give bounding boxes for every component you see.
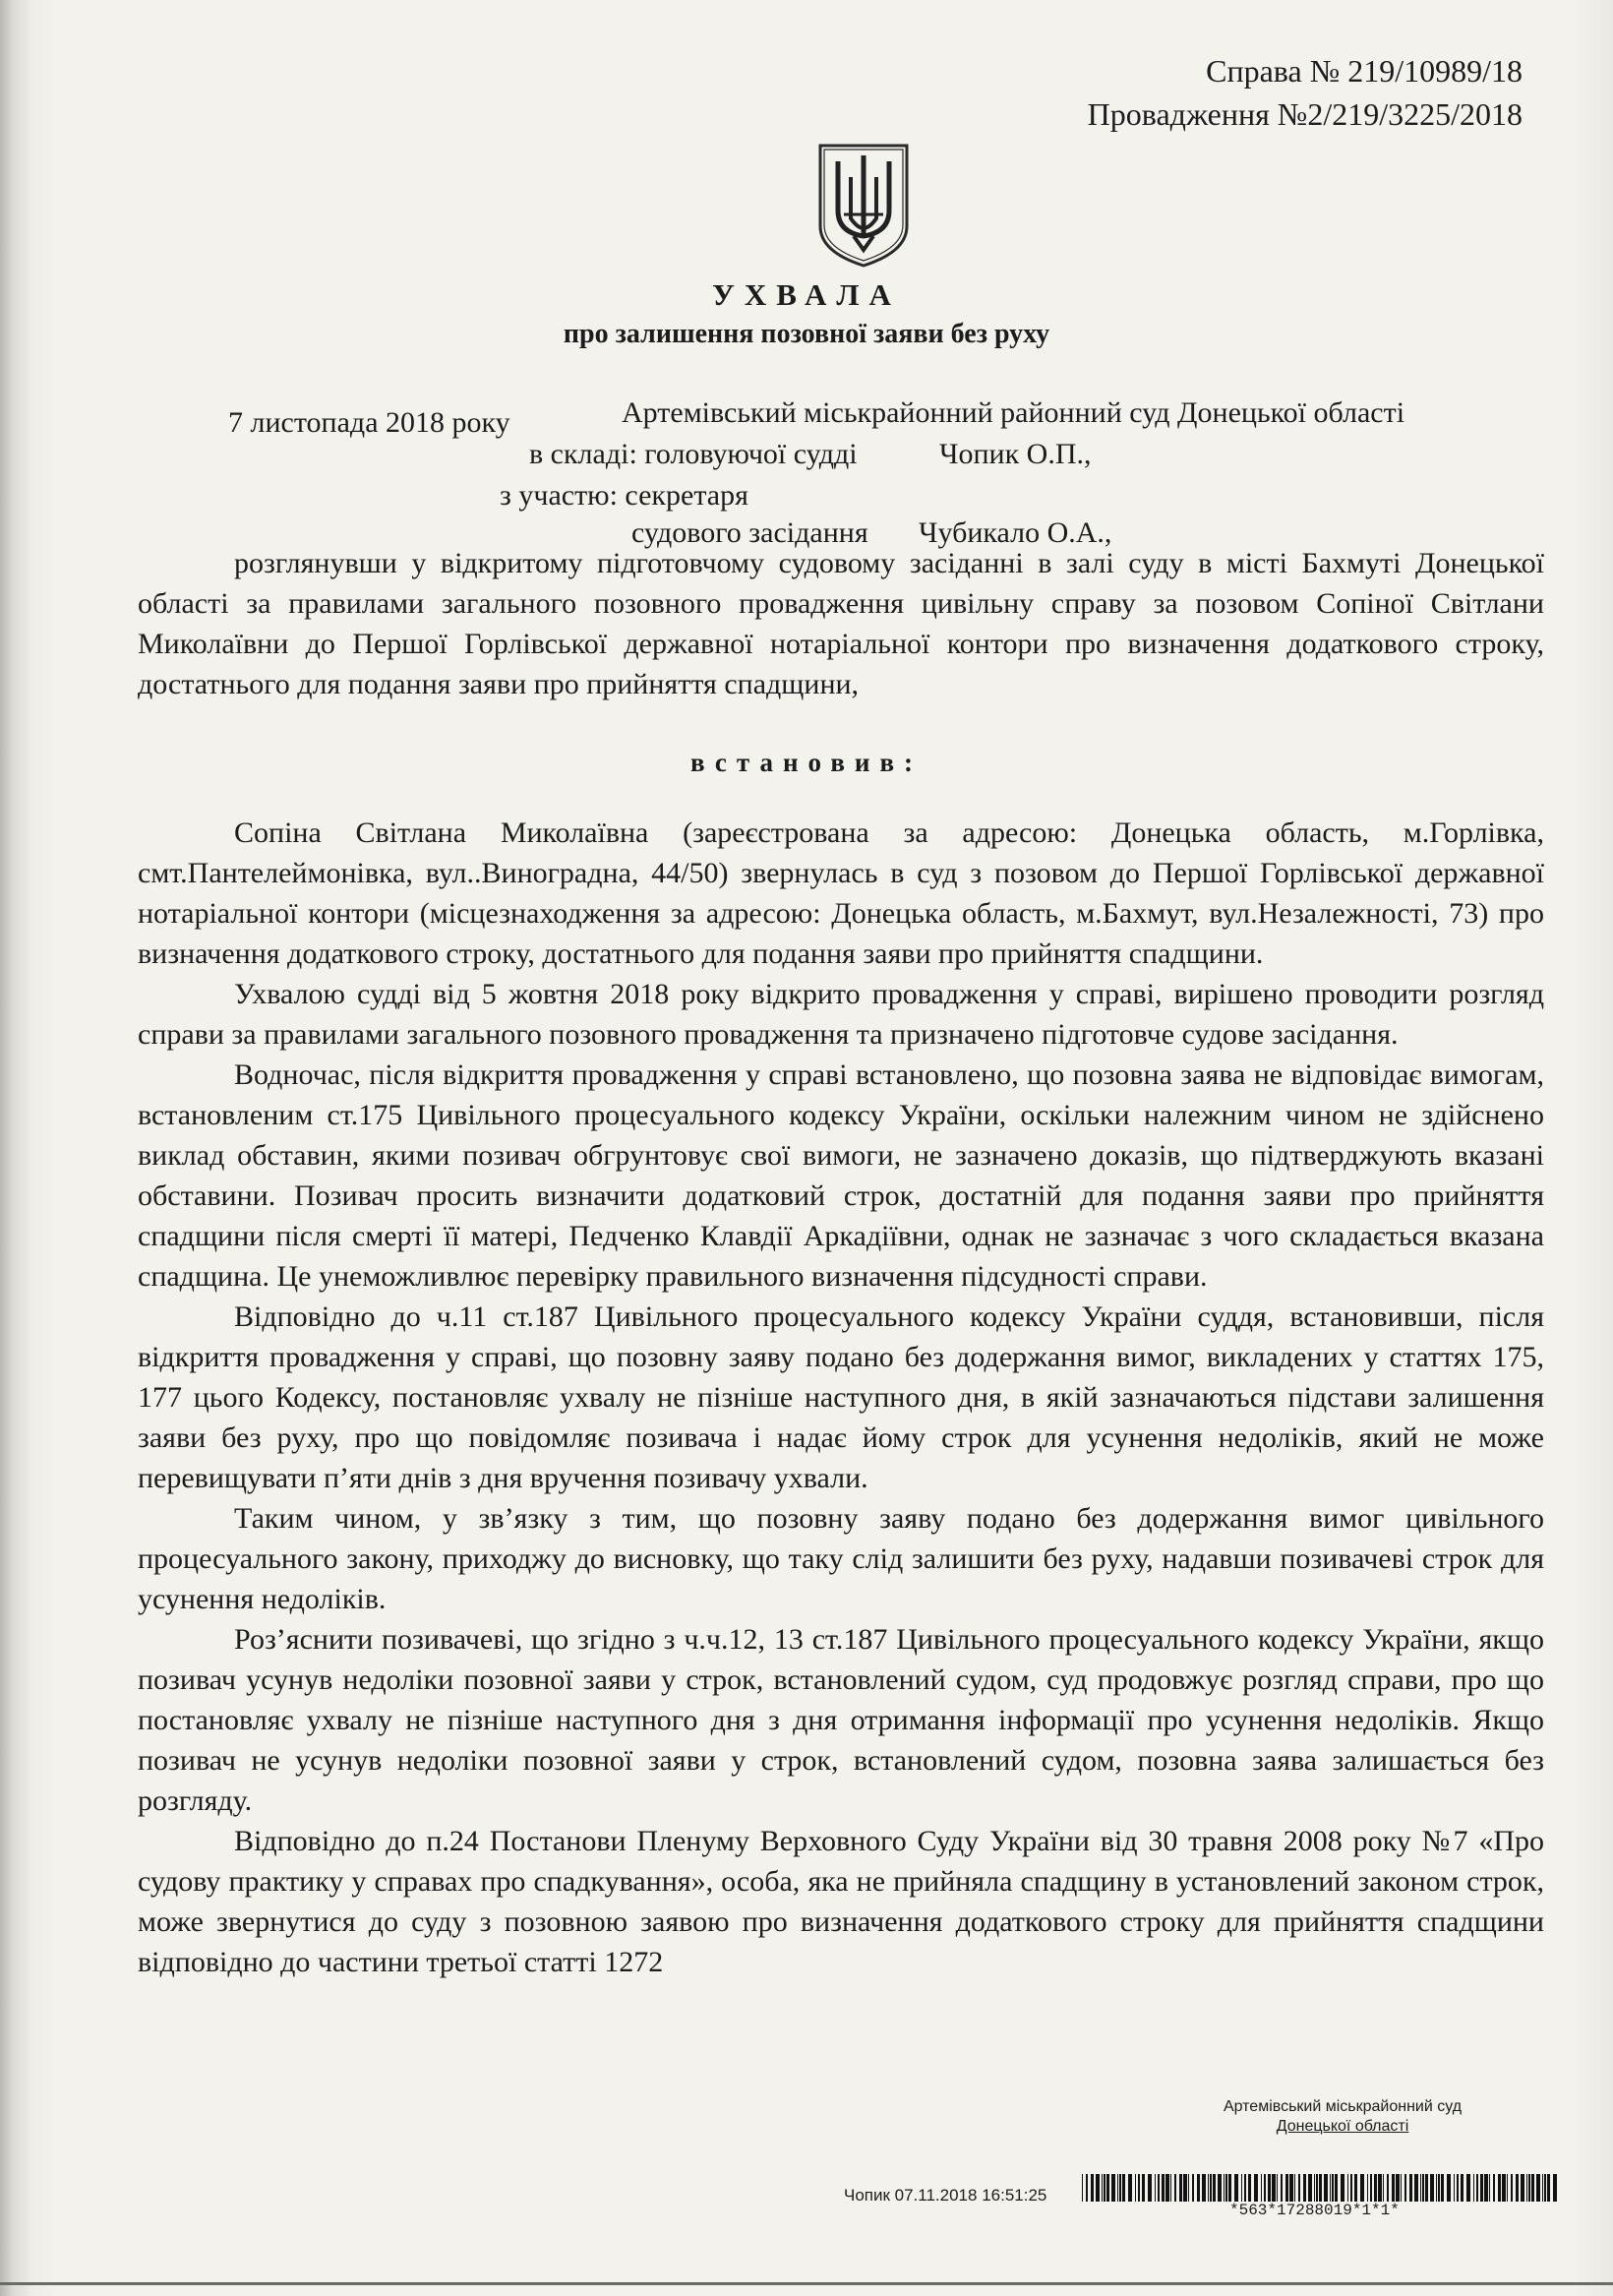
preamble-text: розглянувши у відкритому підготовчому судовому засіданні в залі суду в місті Бахмуті Донецької області за правилами загального позовного провадження цивільну справу за позовом Сопіної Світлани Миколаївни до Першої Горлівської державної нотаріальної контори про визначення додаткового строку, достатнього для подання заяви про прийняття спадщини, [138, 547, 1544, 700]
secretary-name: Чубикало О.А., [919, 516, 1112, 549]
court-stamp [1121, 2097, 1564, 2137]
case-reference [1088, 49, 1523, 136]
stamp-region: Донецької області [1276, 2118, 1409, 2135]
court-name: Артемівський міськрайонний районний суд Донецької області [622, 396, 1405, 429]
page-edge-line [0, 2282, 1613, 2285]
paragraph: Ухвалою судді від 5 жовтня 2018 року відкрито провадження у справі, вирішено проводити розгляд справи за правилами загального позовного провадження та призначено підготовче судове засідання. [138, 978, 1544, 1051]
participation-label: з участю: секретаря [500, 479, 748, 512]
preamble-block [138, 543, 1544, 704]
document-title: УХВАЛА [712, 277, 901, 312]
trident-emblem-icon [814, 142, 913, 270]
composition-label: в складі: головуючої судді [529, 438, 858, 470]
case-number: Справа № 219/10989/18 [1206, 53, 1523, 89]
paragraph: Таким чином, у зв’язку з тим, що позовну заяву подано без додержання вимог цивільного процесуального закону, приходжу до висновку, що таку слід залишити без руху, надавши позивачеві строк для усунення недоліків. [138, 1502, 1544, 1615]
paragraph: Роз’яснити позивачеві, що згідно з ч.ч.12, 13 ст.187 Цивільного процесуального кодексу України, якщо позивач усунув недоліки позовної заяви у строк, встановлений судом, суд продовжує розгляд справи, про що постановляє ухвалу не пізніше наступного дня з дня отримання інформації про усунення недоліків. Якщо позивач не усунув недоліки позовної заяви у строк, встановлений судом, позовна заява залишається без розгляду. [138, 1623, 1544, 1817]
barcode-icon [1082, 2174, 1564, 2202]
stamp-court-name: Артемівський міськрайонний суд [1223, 2098, 1463, 2115]
document-subtitle: про залишення позовної заяви без руху [563, 319, 1050, 349]
decision-date: 7 листопада 2018 року [228, 406, 510, 439]
body-paragraphs [138, 813, 1544, 1982]
electronic-signature-line: Чопик 07.11.2018 16:51:25 [844, 2186, 1047, 2205]
secretary-label: судового засідання [631, 516, 868, 549]
paragraph: Відповідно до п.24 Постанови Пленуму Верховного Суду України від 30 травня 2008 року №7 «Про судову практику у справах про спадкування», особа, яка не прийняла спадщину в установлений законом строк, може звернутися до суду з позовною заявою про визначення додаткового строку для прийняття спадщини відповідно до частини третьої статті 1272 [138, 1825, 1544, 1978]
proceeding-number: Провадження №2/219/3225/2018 [1087, 96, 1523, 132]
paragraph: Водночас, після відкриття провадження у справі встановлено, що позовна заява не відповідає вимогам, встановленим ст.175 Цивільного процесуального кодексу України, оскільки належним чином не здійснено виклад обставин, якими позивач обгрунтовує свої вимоги, не зазначено доказів, що підтверджують вказані обставини. Позивач просить визначити додатковий строк, достатній для подання заяви про прийняття спадщини після смерті її матері, Педченко Клавдії Аркадіївни, однак не зазначає з чого складається вказана спадщина. Це унеможливлює перевірку правильного визначення підсудності справи. [138, 1058, 1544, 1293]
barcode-number: *563*17288019*1*1* [1229, 2202, 1400, 2219]
judge-name: Чопик О.П., [939, 438, 1092, 470]
section-heading: встановив: [689, 748, 924, 777]
paragraph: Сопіна Світлана Миколаївна (зареєстрована за адресою: Донецька область, м.Горлівка, смт.Пантелеймонівка, вул..Виноградна, 44/50) звернулась в суд з позовом до Першої Горлівської державної нотаріальної контори (місцезнаходження за адресою: Донецька область, м.Бахмут, вул.Незалежності, 73) про визначення додаткового строку, достатнього для подання заяви про прийняття спадщини. [138, 816, 1544, 970]
paragraph: Відповідно до ч.11 ст.187 Цивільного процесуального кодексу України суддя, встановивши, після відкриття провадження у справі, що позовну заяву подано без додержання вимог, викладених у статтях 175, 177 цього Кодексу, постановляє ухвалу не пізніше наступного дня, в якій зазначаються підстави залишення заяви без руху, про що повідомляє позивача і надає йому строк для усунення недоліків, який не може перевищувати п’яти днів з дня вручення позивачу ухвали. [138, 1300, 1544, 1494]
